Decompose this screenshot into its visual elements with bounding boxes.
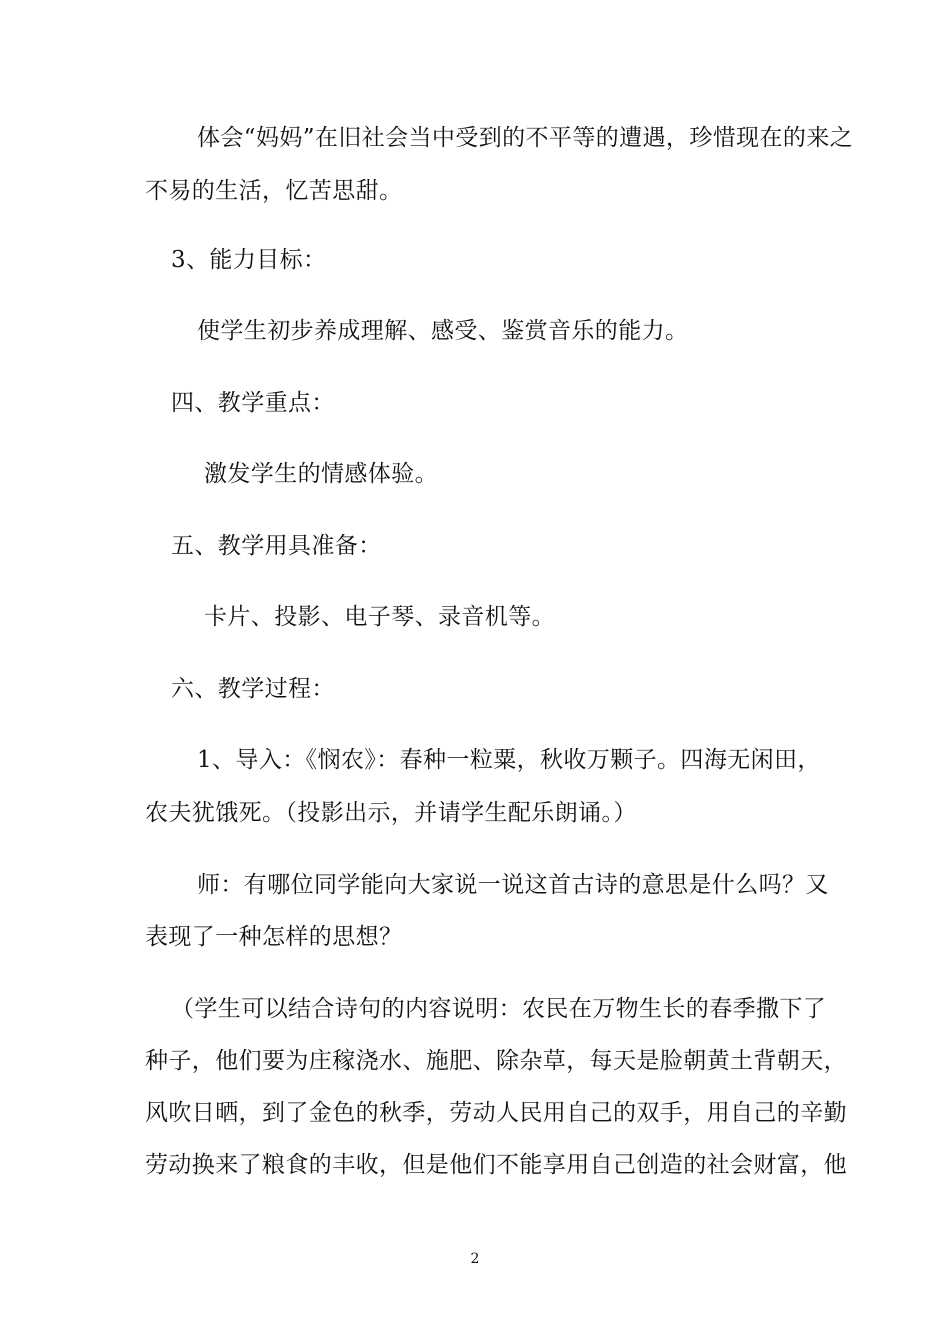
paragraph-line: 风吹日晒，到了金色的秋季，劳动人民用自己的双手，用自己的辛勤 [145,1100,847,1126]
paragraph-line: 农夫犹饿死。（投影出示，并请学生配乐朗诵。） [145,800,637,826]
section-heading: 五、教学用具准备： [171,533,382,559]
paragraph-line: 不易的生活，忆苦思甜。 [145,178,403,204]
paragraph-line: （学生可以结合诗句的内容说明：农民在万物生长的春季撒下了 [171,996,827,1022]
paragraph-line: 激发学生的情感体验。 [204,461,438,487]
page-number: 2 [470,1251,480,1267]
section-heading: 3、能力目标： [171,247,327,273]
paragraph-line: 劳动换来了粮食的丰收，但是他们不能享用自己创造的社会财富，他 [145,1152,847,1178]
section-heading: 四、教学重点： [171,390,335,416]
paragraph-line: 表现了一种怎样的思想？ [145,924,403,950]
section-heading: 六、教学过程： [171,676,335,702]
paragraph-line: 师：有哪位同学能向大家说一说这首古诗的意思是什么吗？又 [197,872,829,898]
paragraph-line: 种子，他们要为庄稼浇水、施肥、除杂草，每天是脸朝黄土背朝天， [145,1048,847,1074]
paragraph-line: 卡片、投影、电子琴、录音机等。 [204,604,555,630]
paragraph-line: 体会“妈妈”在旧社会当中受到的不平等的遭遇，珍惜现在的来之 [197,125,854,151]
paragraph-line: 1、导入：《悯农》：春种一粒粟，秋收万颗子。四海无闲田， [197,747,821,773]
paragraph-line: 使学生初步养成理解、感受、鉴赏音乐的能力。 [197,318,689,344]
